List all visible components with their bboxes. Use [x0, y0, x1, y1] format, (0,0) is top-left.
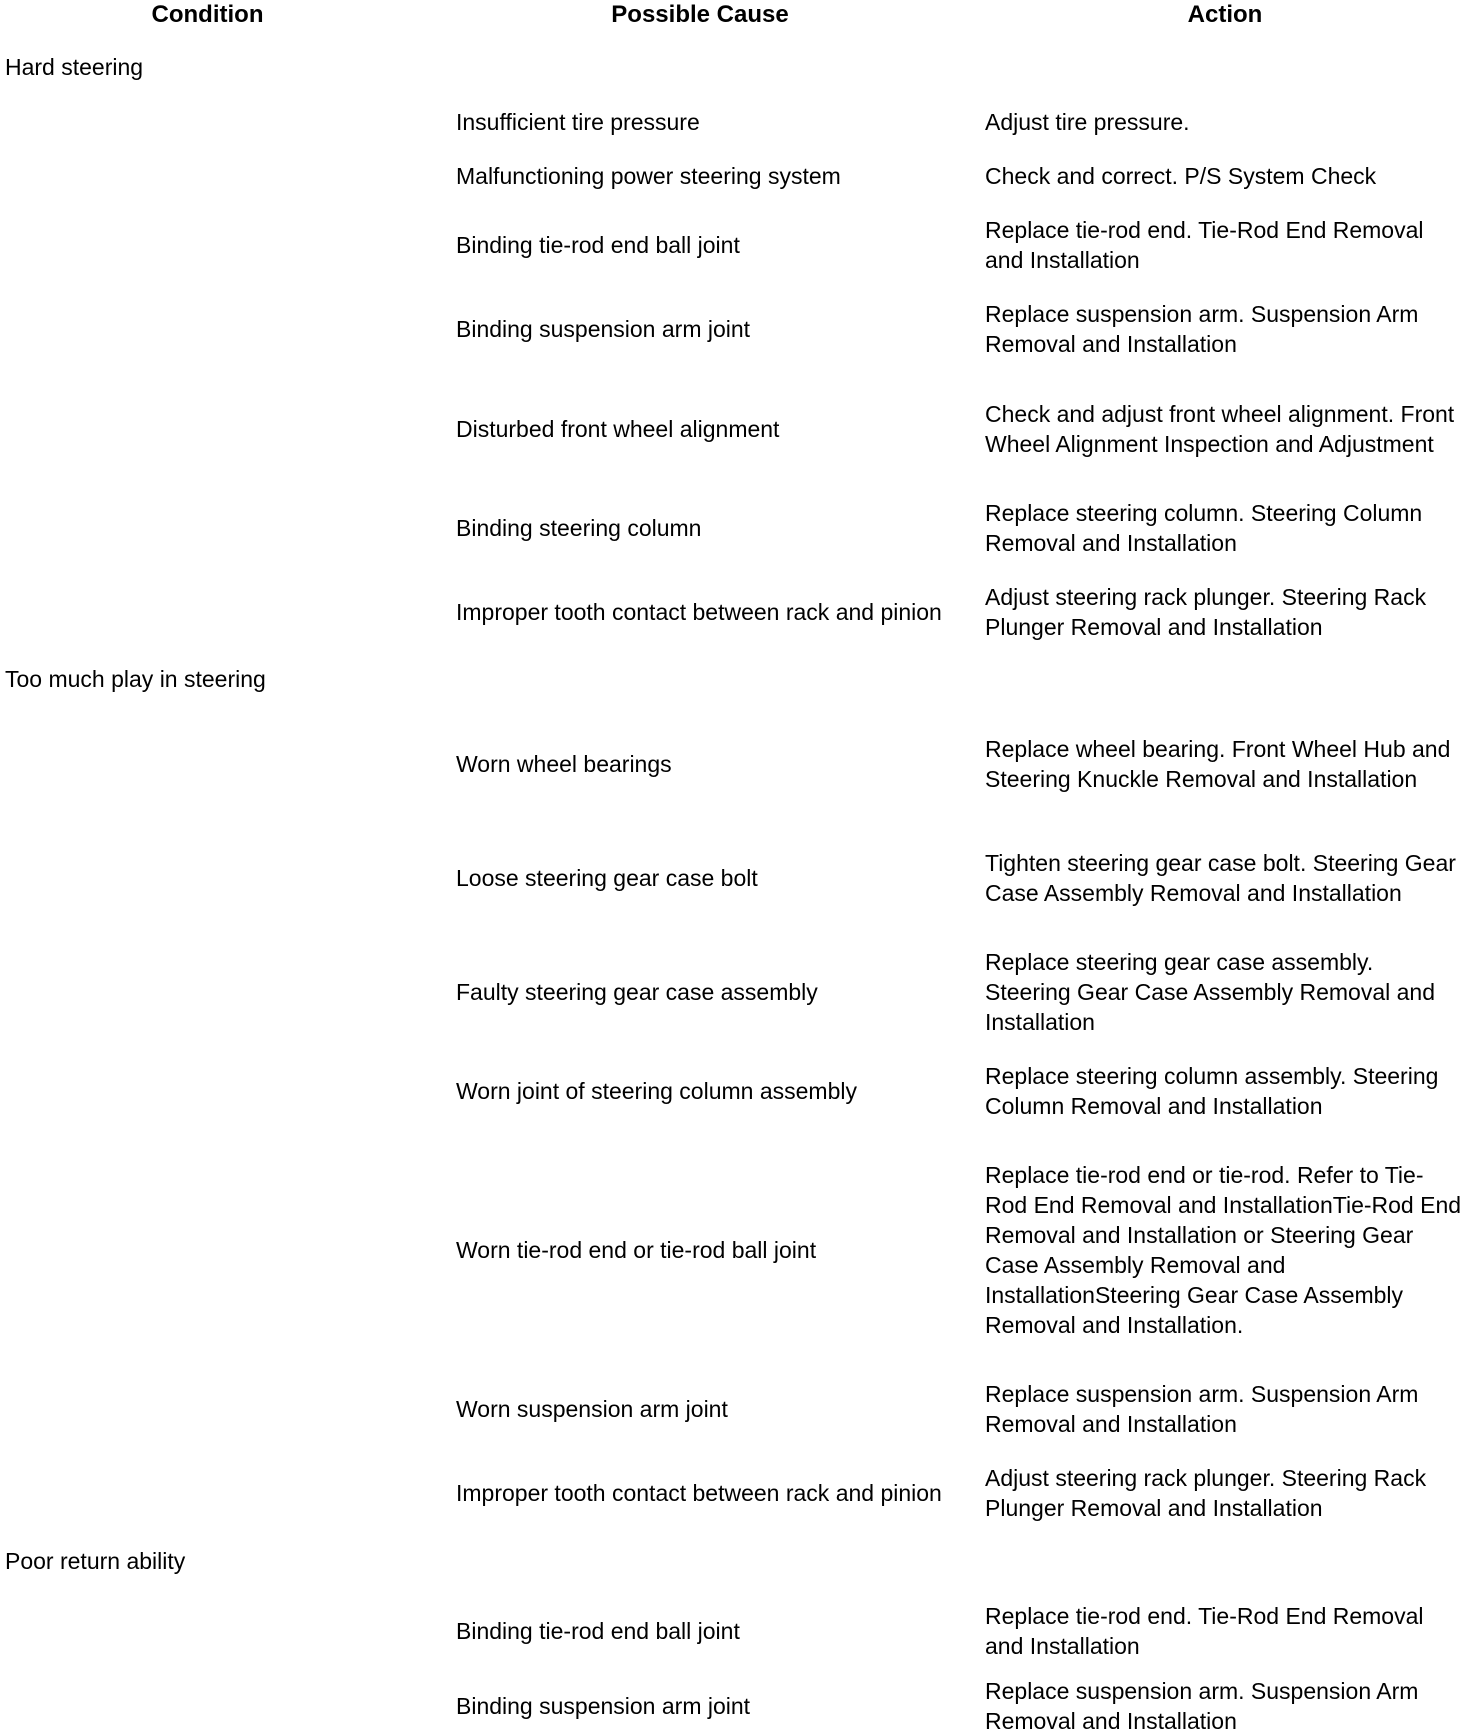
action-cell: Replace wheel bearing. Front Wheel Hub and Steering Knuckle Removal and Installation — [985, 736, 1451, 792]
action-cell: Replace tie-rod end. Tie-Rod End Removal and Installation — [985, 1603, 1424, 1659]
cause-cell: Worn joint of steering column assembly — [456, 1078, 857, 1104]
action-cell: Adjust steering rack plunger. Steering Rack Plunger Removal and Installation — [985, 1465, 1427, 1521]
cause-cell: Binding suspension arm joint — [456, 316, 751, 342]
action-cell: Replace tie-rod end or tie-rod. Refer to Tie-Rod End Removal and InstallationTie-Rod End Removal and Installation or Steering Gear Case Assembly Removal and InstallationSteering Gear Case Assembly Removal and Installation. — [985, 1162, 1462, 1338]
cause-cell: Improper tooth contact between rack and pinion — [456, 1480, 942, 1506]
action-cell: Replace steering column. Steering Column Removal and Installation — [985, 500, 1423, 556]
action-cell: Adjust steering rack plunger. Steering Rack Plunger Removal and Installation — [985, 584, 1427, 640]
action-cell: Replace suspension arm. Suspension Arm Removal and Installation — [985, 1381, 1419, 1437]
cause-cell: Binding steering column — [456, 515, 702, 541]
cause-cell: Worn suspension arm joint — [456, 1396, 728, 1422]
cause-cell: Insufficient tire pressure — [456, 109, 700, 135]
action-cell: Replace suspension arm. Suspension Arm Removal and Installation — [985, 1678, 1419, 1734]
header-condition: Condition — [151, 1, 264, 28]
cause-cell: Binding tie-rod end ball joint — [456, 1618, 740, 1644]
action-cell: Replace suspension arm. Suspension Arm Removal and Installation — [985, 301, 1419, 357]
header-possible-cause: Possible Cause — [611, 1, 789, 28]
action-cell: Adjust tire pressure. — [985, 109, 1190, 135]
cause-cell: Faulty steering gear case assembly — [456, 979, 818, 1005]
cause-cell: Loose steering gear case bolt — [456, 865, 758, 891]
cause-cell: Disturbed front wheel alignment — [456, 416, 780, 442]
cause-cell: Binding suspension arm joint — [456, 1693, 751, 1719]
cause-cell: Worn wheel bearings — [456, 751, 672, 777]
action-cell: Tighten steering gear case bolt. Steering Gear Case Assembly Removal and Installation — [985, 850, 1456, 906]
cause-cell: Binding tie-rod end ball joint — [456, 232, 740, 258]
action-cell: Replace steering column assembly. Steering Column Removal and Installation — [985, 1063, 1439, 1119]
action-cell: Replace tie-rod end. Tie-Rod End Removal and Installation — [985, 217, 1424, 273]
action-cell: Check and correct. P/S System Check — [985, 163, 1377, 189]
condition-label: Poor return ability — [5, 1548, 186, 1574]
condition-label: Too much play in steering — [5, 666, 266, 692]
header-action: Action — [1187, 1, 1263, 28]
action-cell: Check and adjust front wheel alignment. Front Wheel Alignment Inspection and Adjustment — [985, 401, 1455, 457]
action-cell: Replace steering gear case assembly. Steering Gear Case Assembly Removal and Installation — [985, 949, 1435, 1035]
cause-cell: Malfunctioning power steering system — [456, 163, 841, 189]
cause-cell: Worn tie-rod end or tie-rod ball joint — [456, 1237, 817, 1263]
cause-cell: Improper tooth contact between rack and pinion — [456, 599, 942, 625]
condition-label: Hard steering — [5, 54, 144, 80]
